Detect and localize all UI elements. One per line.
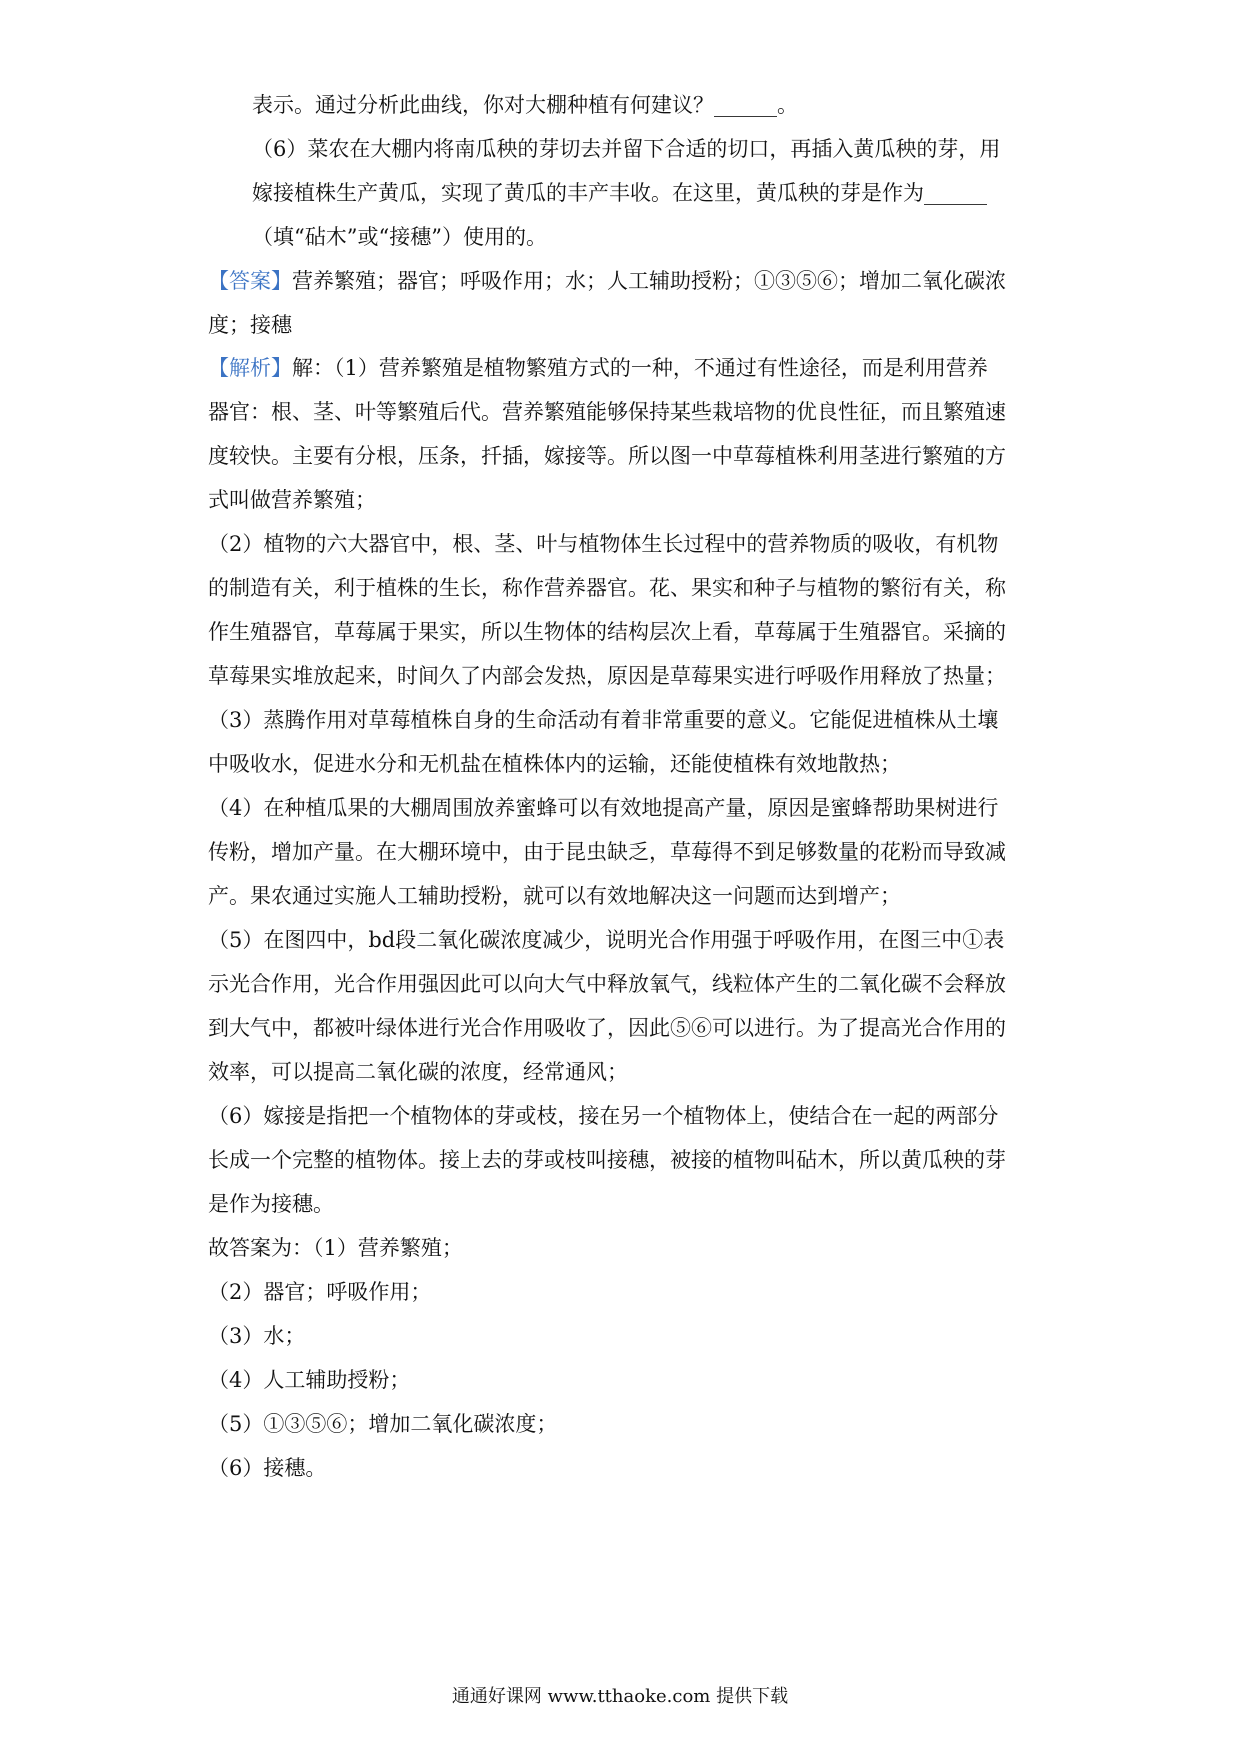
answer-line: 度；接穗 [208,313,292,337]
analysis-line: 的制造有关，利于植株的生长，称作营养器官。花、果实和种子与植物的繁衍有关，称 [208,576,1006,600]
analysis-line: （5）在图四中，bd段二氧化碳浓度减少，说明光合作用强于呼吸作用，在图三中①表 [208,928,1005,952]
analysis-line: 中吸收水，促进水分和无机盐在植株体内的运输，还能使植株有效地散热； [208,752,901,776]
answer-tag: 【答案】 [208,269,292,293]
analysis-line: （4）在种植瓜果的大棚周围放养蜜蜂可以有效地提高产量，原因是蜜蜂帮助果树进行 [208,796,999,820]
analysis-line: 传粉，增加产量。在大棚环境中，由于昆虫缺乏，草莓得不到足够数量的花粉而导致减 [208,840,1006,864]
analysis-line: （4）人工辅助授粉； [208,1368,411,1392]
analysis-line: （6）嫁接是指把一个植物体的芽或枝，接在另一个植物体上，使结合在一起的两部分 [208,1104,999,1128]
analysis-line: 示光合作用，光合作用强因此可以向大气中释放氧气，线粒体产生的二氧化碳不会释放 [208,972,1006,996]
analysis-line: 器官：根、茎、叶等繁殖后代。营养繁殖能够保持某些栽培物的优良性征，而且繁殖速 [208,400,1006,424]
analysis-line: 式叫做营养繁殖； [208,488,376,512]
analysis-line: （2）植物的六大器官中，根、茎、叶与植物体生长过程中的营养物质的吸收，有机物 [208,532,999,556]
analysis-line: （6）接穗。 [208,1456,327,1480]
analysis-line: 效率，可以提高二氧化碳的浓度，经常通风； [208,1060,628,1084]
analysis-line: （3）水； [208,1324,306,1348]
analysis-line: 是作为接穗。 [208,1192,334,1216]
answer-line [208,266,1006,296]
analysis-tag: 【解析】 [208,356,292,380]
analysis-line: 度较快。主要有分根，压条，扦插，嫁接等。所以图一中草莓植株利用茎进行繁殖的方 [208,444,1006,468]
analysis-line [208,353,988,383]
question-line: （6）菜农在大棚内将南瓜秧的芽切去并留下合适的切口，再插入黄瓜秧的芽，用 [252,137,1001,161]
analysis-line: 长成一个完整的植物体。接上去的芽或枝叫接穗，被接的植物叫砧木，所以黄瓜秧的芽 [208,1148,1006,1172]
analysis-line: （3）蒸腾作用对草莓植株自身的生命活动有着非常重要的意义。它能促进植株从土壤 [208,708,999,732]
analysis-line: 作生殖器官，草莓属于果实，所以生物体的结构层次上看，草莓属于生殖器官。采摘的 [208,620,1006,644]
answer-text: 营养繁殖；器官；呼吸作用；水；人工辅助授粉；①③⑤⑥；增加二氧化碳浓 [292,269,1006,293]
question-line: 表示。通过分析此曲线，你对大棚种植有何建议？______。 [252,93,798,117]
question-line: 嫁接植株生产黄瓜，实现了黄瓜的丰产丰收。在这里，黄瓜秧的芽是作为______ [252,181,987,205]
analysis-line: 草莓果实堆放起来，时间久了内部会发热，原因是草莓果实进行呼吸作用释放了热量； [208,664,1006,688]
analysis-line: 到大气中，都被叶绿体进行光合作用吸收了，因此⑤⑥可以进行。为了提高光合作用的 [208,1016,1006,1040]
analysis-line: 产。果农通过实施人工辅助授粉，就可以有效地解决这一问题而达到增产； [208,884,901,908]
question-line: （填“砧木”或“接穗”）使用的。 [252,225,547,249]
analysis-line: （2）器官；呼吸作用； [208,1280,432,1304]
analysis-text: 解：（1）营养繁殖是植物繁殖方式的一种，不通过有性途径，而是利用营养 [292,356,988,380]
footer-text: 通通好课网 www.tthaoke.com 提供下载 [451,1686,789,1707]
analysis-line: （5）①③⑤⑥；增加二氧化碳浓度； [208,1412,558,1436]
analysis-line: 故答案为：（1）营养繁殖； [208,1236,463,1260]
